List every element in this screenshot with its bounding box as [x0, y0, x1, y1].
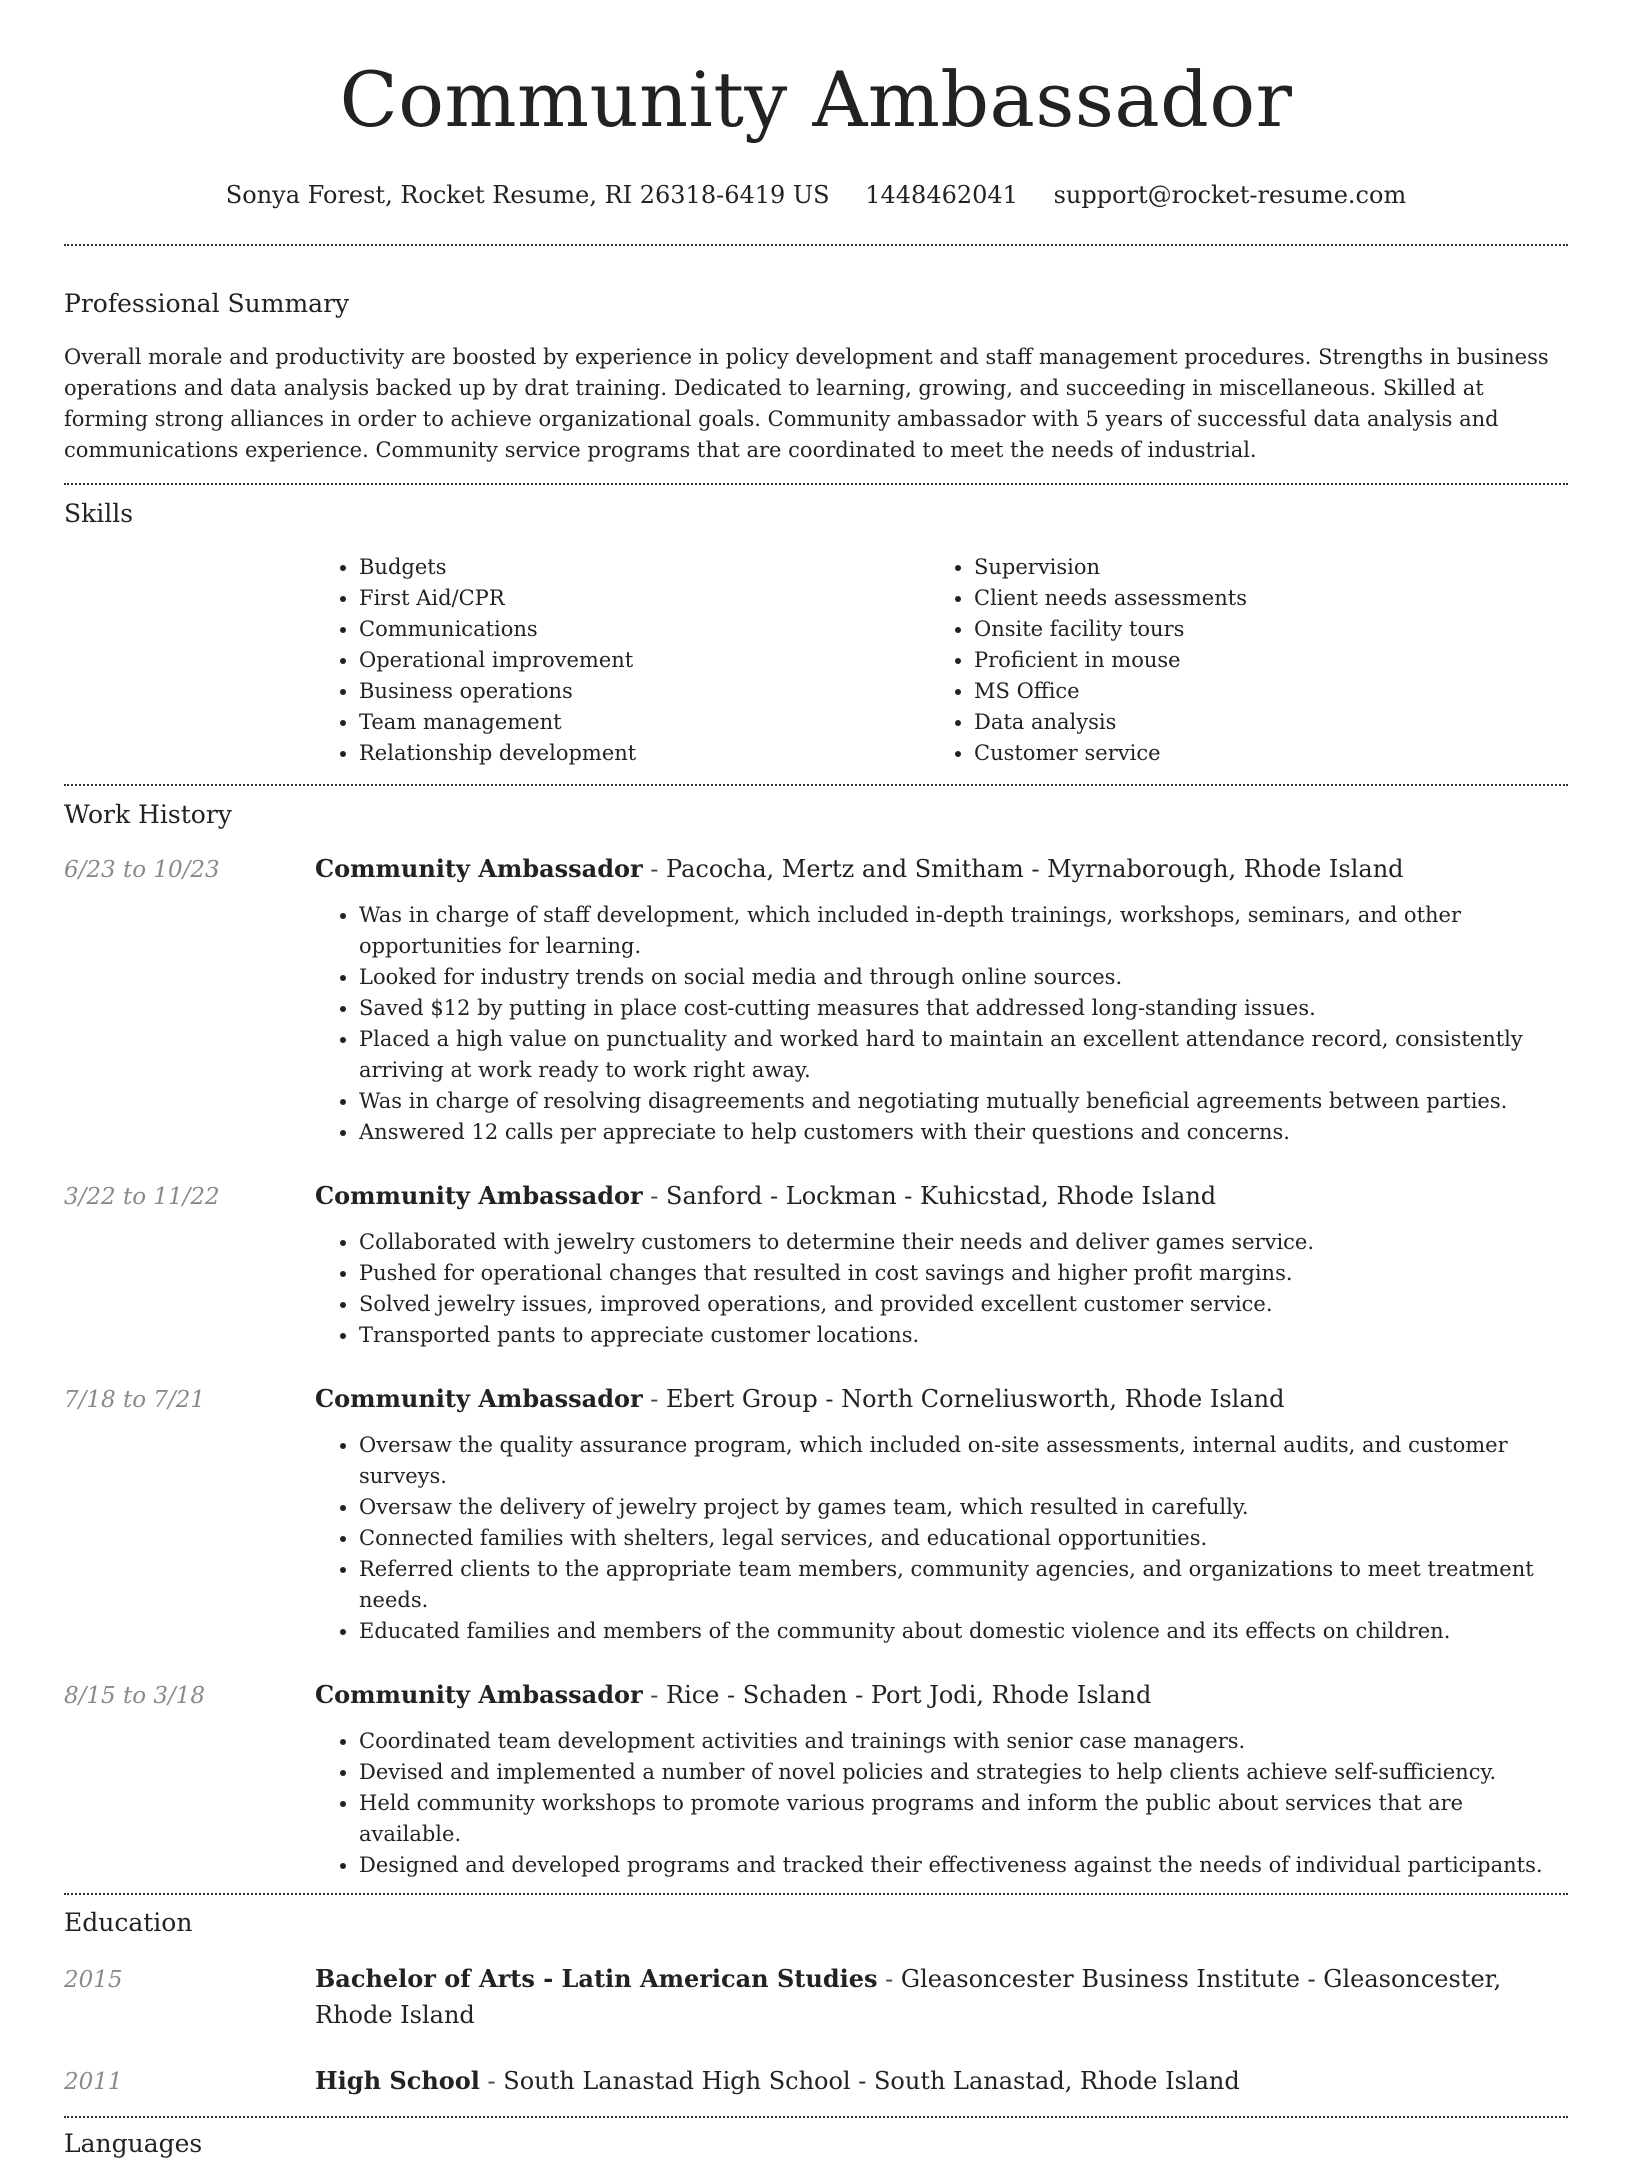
education-title: Education [64, 1908, 193, 1937]
job-dates: 8/15 to 3/18 [64, 1683, 206, 1709]
job-role: Community Ambassador [315, 854, 643, 883]
skill-item: • Client needs assessments [974, 583, 1545, 614]
job-details: Rice - Schaden - Port Jodi, Rhode Island [666, 1681, 1152, 1709]
education-details: Gleasoncester Business Institute - Gleasoncester, Rhode Island [315, 1965, 1502, 2029]
education-title-line: Bachelor of Arts - Latin American Studies - Gleasoncester Business Institute - Gleasoncester, Rhode Island [315, 1964, 1502, 2029]
job-bullet: • Oversaw the delivery of jewelry project by games team, which resulted in carefully. [359, 1492, 1568, 1523]
job-bullet: • Referred clients to the appropriate team members, community agencies, and organizations to meet treatment needs. [359, 1554, 1568, 1616]
skill-item: • Supervision [974, 552, 1545, 583]
education-section [64, 1895, 1568, 2100]
skill-item: • Customer service [974, 738, 1545, 769]
education-entry [64, 2063, 1568, 2100]
skill-item: • Business operations [359, 676, 930, 707]
job-bullet: • Educated families and members of the community about domestic violence and its effects on children. [359, 1616, 1568, 1647]
job-header [64, 1381, 1568, 1418]
summary-title: Professional Summary [64, 289, 350, 318]
job-entry [64, 1677, 1568, 1881]
job-entry [64, 1381, 1568, 1647]
education-degree: Bachelor of Arts - Latin American Studies [315, 1964, 878, 1993]
candidate-name: Community Ambassador [339, 55, 1293, 144]
job-bullet: • Answered 12 calls per appreciate to help customers with their questions and concerns. [359, 1117, 1568, 1148]
job-bullets [315, 1430, 1568, 1647]
education-year: 2011 [64, 2069, 123, 2095]
job-title-line: Community Ambassador - Ebert Group - North Corneliusworth, Rhode Island [315, 1384, 1285, 1413]
job-header [64, 1677, 1568, 1714]
skill-item: • Data analysis [974, 707, 1545, 738]
education-details: South Lanastad High School - South Lanastad, Rhode Island [503, 2067, 1240, 2095]
skill-item: • First Aid/CPR [359, 583, 930, 614]
job-bullets [315, 1227, 1568, 1351]
job-entry [64, 851, 1568, 1148]
languages-title: Languages [64, 2129, 203, 2158]
skill-item: • Communications [359, 614, 930, 645]
skill-item: • Operational improvement [359, 645, 930, 676]
job-bullet: • Pushed for operational changes that resulted in cost savings and higher profit margins. [359, 1258, 1568, 1289]
job-dates: 7/18 to 7/21 [64, 1387, 206, 1413]
job-title-line: Community Ambassador - Rice - Schaden - Port Jodi, Rhode Island [315, 1680, 1152, 1709]
job-details: Ebert Group - North Corneliusworth, Rhode Island [666, 1385, 1285, 1413]
job-bullets [315, 900, 1568, 1148]
job-header [64, 1178, 1568, 1215]
job-title-line: Community Ambassador - Sanford - Lockman - Kuhicstad, Rhode Island [315, 1181, 1217, 1210]
skill-item: • MS Office [974, 676, 1545, 707]
job-bullet: • Looked for industry trends on social media and through online sources. [359, 962, 1568, 993]
job-bullet: • Was in charge of staff development, which included in-depth trainings, workshops, seminars, and other opportunities for learning. [359, 900, 1568, 962]
job-dates: 3/22 to 11/22 [64, 1184, 220, 1210]
job-entry [64, 1178, 1568, 1351]
skill-item: • Relationship development [359, 738, 930, 769]
job-bullet: • Held community workshops to promote various programs and inform the public about services that are available. [359, 1788, 1568, 1850]
job-bullet: • Connected families with shelters, legal services, and educational opportunities. [359, 1523, 1568, 1554]
job-bullet: • Oversaw the quality assurance program, which included on-site assessments, internal audits, and customer surveys. [359, 1430, 1568, 1492]
skills-column-right [930, 552, 1545, 769]
skill-item: • Team management [359, 707, 930, 738]
job-details: Sanford - Lockman - Kuhicstad, Rhode Island [666, 1182, 1217, 1210]
education-entry [64, 1961, 1568, 2033]
education-year: 2015 [64, 1967, 123, 1993]
contact-address: Sonya Forest, Rocket Resume, RI 26318-6419 US [225, 181, 830, 209]
job-bullet: • Was in charge of resolving disagreements and negotiating mutually beneficial agreements between parties. [359, 1086, 1568, 1117]
job-bullet: • Placed a high value on punctuality and worked hard to maintain an excellent attendance record, consistently arriving at work ready to work right away. [359, 1024, 1568, 1086]
contact-line [64, 180, 1568, 210]
job-role: Community Ambassador [315, 1384, 643, 1413]
summary-section [64, 246, 1568, 466]
job-header [64, 851, 1568, 888]
education-degree: High School [315, 2066, 480, 2095]
job-bullet: • Collaborated with jewelry customers to determine their needs and deliver games service. [359, 1227, 1568, 1258]
job-details: Pacocha, Mertz and Smitham - Myrnaborough, Rhode Island [666, 855, 1404, 883]
job-dates: 6/23 to 10/23 [64, 857, 220, 883]
job-bullet: • Coordinated team development activities and trainings with senior case managers. [359, 1726, 1568, 1757]
job-role: Community Ambassador [315, 1680, 643, 1709]
job-title-line: Community Ambassador - Pacocha, Mertz and Smitham - Myrnaborough, Rhode Island [315, 854, 1404, 883]
contact-phone: 1448462041 [865, 181, 1018, 209]
skills-list [315, 552, 1568, 769]
education-title-line: High School - South Lanastad High School - South Lanastad, Rhode Island [315, 2066, 1240, 2095]
languages-section [64, 2118, 1568, 2160]
work-title: Work History [64, 800, 232, 829]
contact-email: support@rocket-resume.com [1053, 181, 1407, 209]
skill-item: • Onsite facility tours [974, 614, 1545, 645]
job-bullets [315, 1726, 1568, 1881]
skills-section [64, 485, 1568, 769]
skill-item: • Proficient in mouse [974, 645, 1545, 676]
job-bullet: • Transported pants to appreciate customer locations. [359, 1320, 1568, 1351]
job-bullet: • Saved $12 by putting in place cost-cutting measures that addressed long-standing issues. [359, 993, 1568, 1024]
work-section [64, 786, 1568, 1881]
job-bullet: • Devised and implemented a number of novel policies and strategies to help clients achieve self-sufficiency. [359, 1757, 1568, 1788]
summary-text: Overall morale and productivity are boosted by experience in policy development and staff management procedures. Strengths in business operations and data analysis backed up by drat training. Dedicated to learning, growing, and succeeding in miscellaneous. Skilled at forming strong alliances in order to achieve organizational goals. Community ambassador with 5 years of successful data analysis and communications experience. Community service programs that are coordinated to meet the needs of industrial. [64, 345, 1549, 462]
skills-column-left [315, 552, 930, 769]
job-bullet: • Solved jewelry issues, improved operations, and provided excellent customer service. [359, 1289, 1568, 1320]
resume-header [64, 0, 1568, 210]
skill-item: • Budgets [359, 552, 930, 583]
job-role: Community Ambassador [315, 1181, 643, 1210]
skills-title: Skills [64, 499, 134, 528]
job-bullet: • Designed and developed programs and tracked their effectiveness against the needs of individual participants. [359, 1850, 1568, 1881]
